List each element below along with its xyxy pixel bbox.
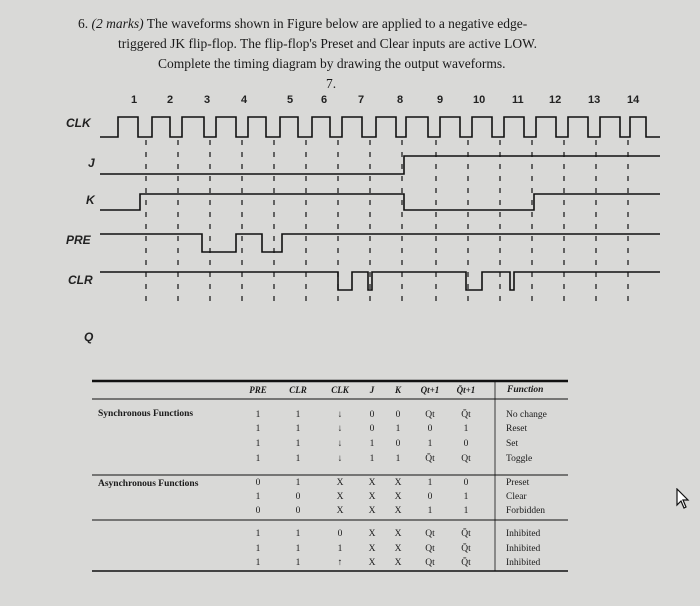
table-header: K — [394, 385, 401, 395]
table-cell: 0 — [369, 410, 375, 420]
clock-cycle-number: 13 — [588, 94, 601, 106]
figure-number: 7. — [326, 76, 337, 91]
table-cell: 1 — [427, 506, 433, 516]
table-cell: ↓ — [337, 454, 343, 464]
clock-cycle-number: 5 — [287, 94, 294, 106]
clock-cycle-number: 11 — [512, 94, 524, 106]
table-cell: ↓ — [337, 410, 343, 420]
table-cell: 0 — [427, 492, 433, 502]
table-cell: 1 — [337, 544, 343, 554]
table-cell: 1 — [295, 544, 301, 554]
table-cell: X — [336, 506, 344, 516]
table-cell: 0 — [463, 478, 469, 488]
table-cell: X — [336, 478, 344, 488]
table-function-cell: Clear — [506, 492, 527, 502]
clr-waveform — [100, 272, 660, 290]
mouse-cursor-icon — [675, 488, 691, 510]
signal-label-j: J — [88, 156, 95, 170]
table-cell: X — [368, 558, 376, 568]
table-cell: Q̄t — [461, 529, 471, 539]
table-function-cell: No change — [506, 410, 547, 420]
table-cell: 1 — [255, 529, 261, 539]
clock-cycle-number: 8 — [397, 94, 404, 106]
table-cell: Qt — [425, 544, 435, 554]
table-cell: X — [394, 544, 402, 554]
clock-cycle-number: 1 — [131, 94, 138, 106]
table-cell: 1 — [427, 439, 433, 449]
table-cell: 1 — [295, 410, 301, 420]
table-cell: X — [368, 544, 376, 554]
question-text-2: triggered JK flip-flop. The flip-flop's Preset and Clear inputs are active LOW. — [118, 36, 537, 51]
question-text-3: Complete the timing diagram by drawing the output waveforms. — [158, 56, 506, 71]
table-cell: Q̄t — [461, 410, 471, 420]
table-cell: 0 — [295, 492, 301, 502]
signal-label-q: Q — [84, 330, 94, 344]
table-cell: 1 — [295, 529, 301, 539]
table-cell: 0 — [255, 506, 261, 516]
table-cell: ↓ — [337, 424, 343, 434]
table-cell: 1 — [295, 439, 301, 449]
table-header: Function — [507, 385, 544, 395]
table-cell: 1 — [255, 544, 261, 554]
jk-truth-table — [92, 379, 568, 573]
table-cell: 1 — [255, 558, 261, 568]
table-cell: 1 — [255, 410, 261, 420]
signal-label-k: K — [86, 193, 95, 207]
table-cell: 1 — [295, 454, 301, 464]
table-cell: 1 — [395, 424, 401, 434]
table-cell: X — [394, 558, 402, 568]
signal-label-clr: CLR — [68, 273, 93, 287]
question-number: 6. — [78, 16, 89, 31]
pre-waveform — [100, 234, 660, 252]
table-cell: Q̄t — [461, 558, 471, 568]
table-cell: X — [394, 492, 402, 502]
table-cell: Qt — [425, 558, 435, 568]
table-cell: 0 — [463, 439, 469, 449]
table-cell: 0 — [395, 410, 401, 420]
clock-cycle-number: 2 — [167, 94, 174, 106]
signal-label-pre: PRE — [66, 233, 91, 247]
group-label-synchronous: Synchronous Functions — [98, 409, 194, 419]
table-function-cell: Toggle — [506, 454, 533, 464]
table-header: CLK — [331, 385, 349, 395]
table-function-cell: Set — [506, 439, 519, 449]
table-function-cell: Inhibited — [506, 544, 541, 554]
table-header: J — [369, 385, 375, 395]
table-function-cell: Reset — [506, 424, 528, 434]
table-cell: 1 — [255, 492, 261, 502]
table-cell: 0 — [369, 424, 375, 434]
table-cell: X — [368, 478, 376, 488]
table-cell: 1 — [295, 424, 301, 434]
table-header: Qt+1 — [420, 385, 440, 395]
table-cell: 0 — [295, 506, 301, 516]
table-cell: 1 — [255, 439, 261, 449]
table-cell: 1 — [427, 478, 433, 488]
clk-waveform — [100, 117, 660, 137]
table-cell: 1 — [369, 439, 375, 449]
table-function-cell: Forbidden — [506, 506, 546, 516]
k-waveform — [100, 194, 660, 210]
clock-edge-gridlines — [146, 140, 628, 305]
table-cell: 0 — [395, 439, 401, 449]
table-cell: X — [368, 529, 376, 539]
table-cell: 1 — [295, 478, 301, 488]
table-header: Q̄t+1 — [456, 385, 476, 395]
table-cell: X — [368, 506, 376, 516]
table-cell: Qt — [425, 410, 435, 420]
table-cell: X — [394, 478, 402, 488]
table-cell: 1 — [295, 558, 301, 568]
table-header: PRE — [249, 385, 267, 395]
table-cell: X — [394, 529, 402, 539]
table-cell: 1 — [463, 506, 469, 516]
clock-cycle-number: 6 — [321, 94, 328, 106]
table-cell: 1 — [255, 424, 261, 434]
j-waveform — [100, 156, 660, 174]
clock-cycle-number: 12 — [549, 94, 562, 106]
question-marks: (2 marks) — [91, 16, 144, 31]
signal-label-clk: CLK — [66, 116, 91, 130]
table-cell: X — [394, 506, 402, 516]
table-cell: 1 — [395, 454, 401, 464]
group-label-asynchronous: Asynchronous Functions — [98, 479, 199, 489]
clock-cycle-number: 7 — [358, 94, 365, 106]
clock-cycle-number: 9 — [437, 94, 444, 106]
table-cell: 1 — [463, 492, 469, 502]
table-header: CLR — [289, 385, 307, 395]
table-cell: 1 — [463, 424, 469, 434]
table-cell: ↑ — [337, 558, 343, 568]
table-cell: 0 — [337, 529, 343, 539]
table-cell: Q̄t — [425, 454, 435, 464]
table-cell: X — [368, 492, 376, 502]
table-cell: 0 — [255, 478, 261, 488]
table-cell: ↓ — [337, 439, 343, 449]
clock-cycle-number: 3 — [204, 94, 211, 106]
table-cell: Qt — [461, 454, 471, 464]
table-function-cell: Preset — [506, 478, 530, 488]
table-cell: 1 — [255, 454, 261, 464]
table-cell: 0 — [427, 424, 433, 434]
table-cell: 1 — [369, 454, 375, 464]
clock-cycle-number: 4 — [241, 94, 248, 106]
table-cell: Qt — [425, 529, 435, 539]
table-cell: X — [336, 492, 344, 502]
clock-cycle-number: 10 — [473, 94, 486, 106]
table-function-cell: Inhibited — [506, 529, 541, 539]
table-cell: Q̄t — [461, 544, 471, 554]
question-text-1: The waveforms shown in Figure below are applied to a negative edge- — [146, 16, 528, 31]
clock-cycle-number: 14 — [627, 94, 640, 106]
table-function-cell: Inhibited — [506, 558, 541, 568]
